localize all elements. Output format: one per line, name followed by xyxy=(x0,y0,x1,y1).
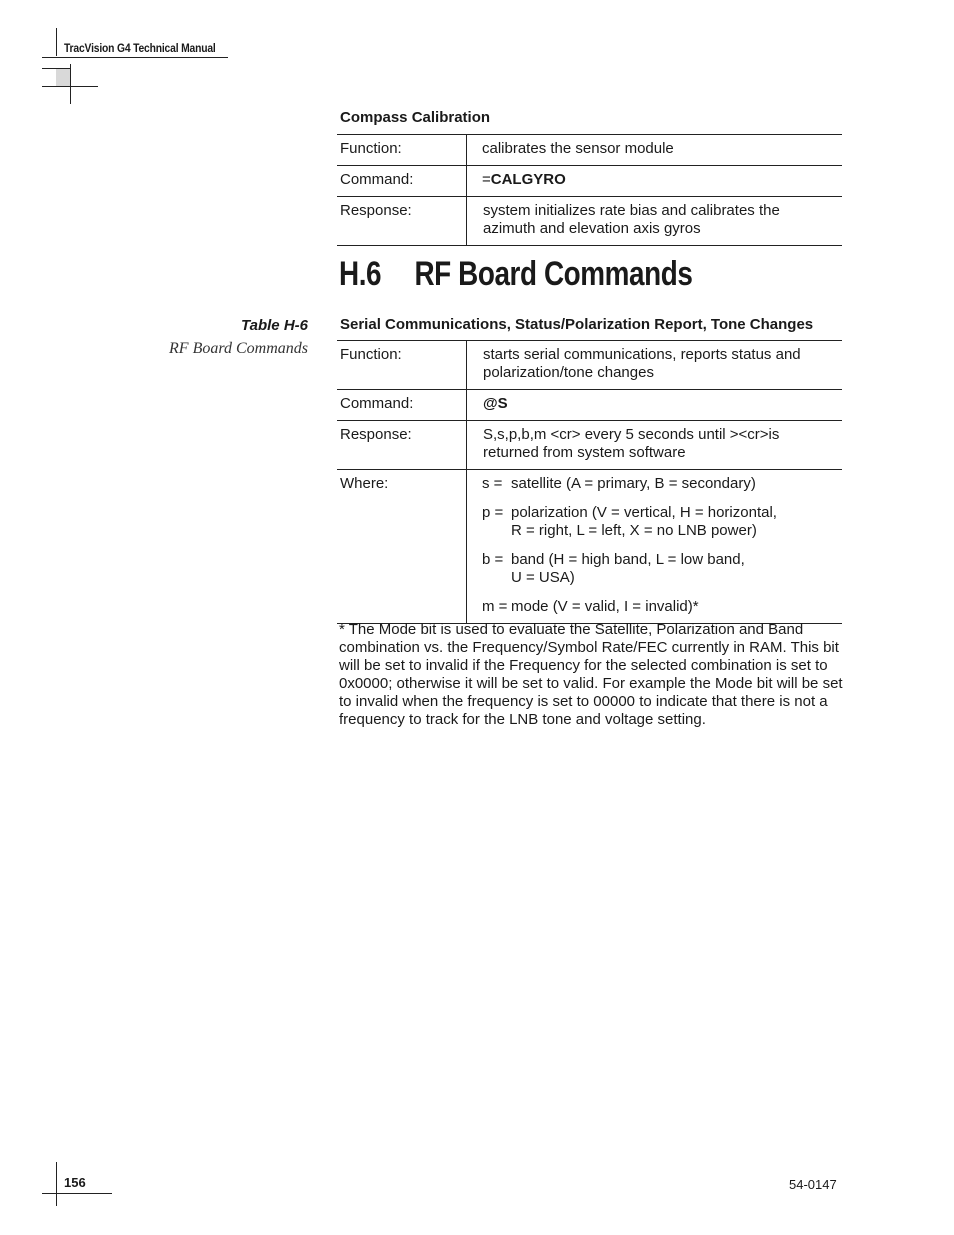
where-item xyxy=(482,598,842,616)
section-number: H.6 xyxy=(339,255,382,293)
where-key: b = xyxy=(482,551,504,568)
page-number: 156 xyxy=(64,1175,86,1190)
running-header: TracVision G4 Technical Manual xyxy=(64,41,216,55)
table-caption-title: RF Board Commands xyxy=(169,340,308,357)
where-desc-cont: U = USA) xyxy=(511,569,575,586)
document-number: 54-0147 xyxy=(789,1177,837,1192)
compass-table-title: Compass Calibration xyxy=(340,109,491,126)
rf-board-commands-table xyxy=(337,341,842,624)
where-item xyxy=(482,475,842,493)
where-item xyxy=(482,551,842,587)
row-key: Response: xyxy=(337,197,467,246)
where-desc: mode (V = valid, I = invalid)* xyxy=(511,598,699,615)
row-key: Command: xyxy=(337,166,467,197)
command-code: @S xyxy=(483,395,508,412)
where-list xyxy=(467,470,843,624)
table-row xyxy=(337,135,842,166)
footnote: * The Mode bit is used to evaluate the Satellite, Polarization and Band combination vs. the Frequency/Symbol Rate/FEC currently in RAM. This bit will be set to invalid if the Frequency for the selected combination is set to 0x0000; otherwise it will be set to valid. For example the Mode bit will be set to invalid when the frequency is set to 00000 to indicate that there is not a frequency to track for the LNB tone and voltage setting. xyxy=(339,621,843,728)
row-key: Where: xyxy=(337,470,467,624)
section-heading xyxy=(339,255,692,294)
row-key: Function: xyxy=(337,135,467,166)
where-desc: satellite (A = primary, B = secondary) xyxy=(511,475,756,492)
where-item xyxy=(482,504,842,540)
row-value: system initializes rate bias and calibrates the azimuth and elevation axis gyros xyxy=(483,202,780,237)
compass-calibration-table xyxy=(337,135,842,246)
table-row xyxy=(337,390,842,421)
table-row xyxy=(337,197,842,246)
command-prefix: = xyxy=(482,171,491,188)
table-row xyxy=(337,470,842,624)
row-key: Function: xyxy=(337,341,467,390)
where-key: p = xyxy=(482,504,504,521)
row-key: Response: xyxy=(337,421,467,470)
where-desc: polarization (V = vertical, H = horizontal, xyxy=(511,504,777,521)
row-value: calibrates the sensor module xyxy=(482,140,674,157)
where-key: s = xyxy=(482,475,503,492)
where-key: m = xyxy=(482,598,508,615)
command-code: CALGYRO xyxy=(490,171,566,188)
table-row xyxy=(337,421,842,470)
table-caption-number: Table H-6 xyxy=(241,317,308,334)
rf-table-title: Serial Communications, Status/Polarization Report, Tone Changes xyxy=(340,316,814,333)
where-desc-cont: R = right, L = left, X = no LNB power) xyxy=(511,522,757,539)
table-row xyxy=(337,341,842,390)
row-value xyxy=(467,166,843,197)
row-value: S,s,p,b,m <cr> every 5 seconds until ><cr>is returned from system software xyxy=(483,426,780,461)
section-title: RF Board Commands xyxy=(414,255,693,293)
table-row xyxy=(337,166,842,197)
row-value: starts serial communications, reports status and polarization/tone changes xyxy=(483,346,801,381)
row-key: Command: xyxy=(337,390,467,421)
where-desc: band (H = high band, L = low band, xyxy=(511,551,745,568)
